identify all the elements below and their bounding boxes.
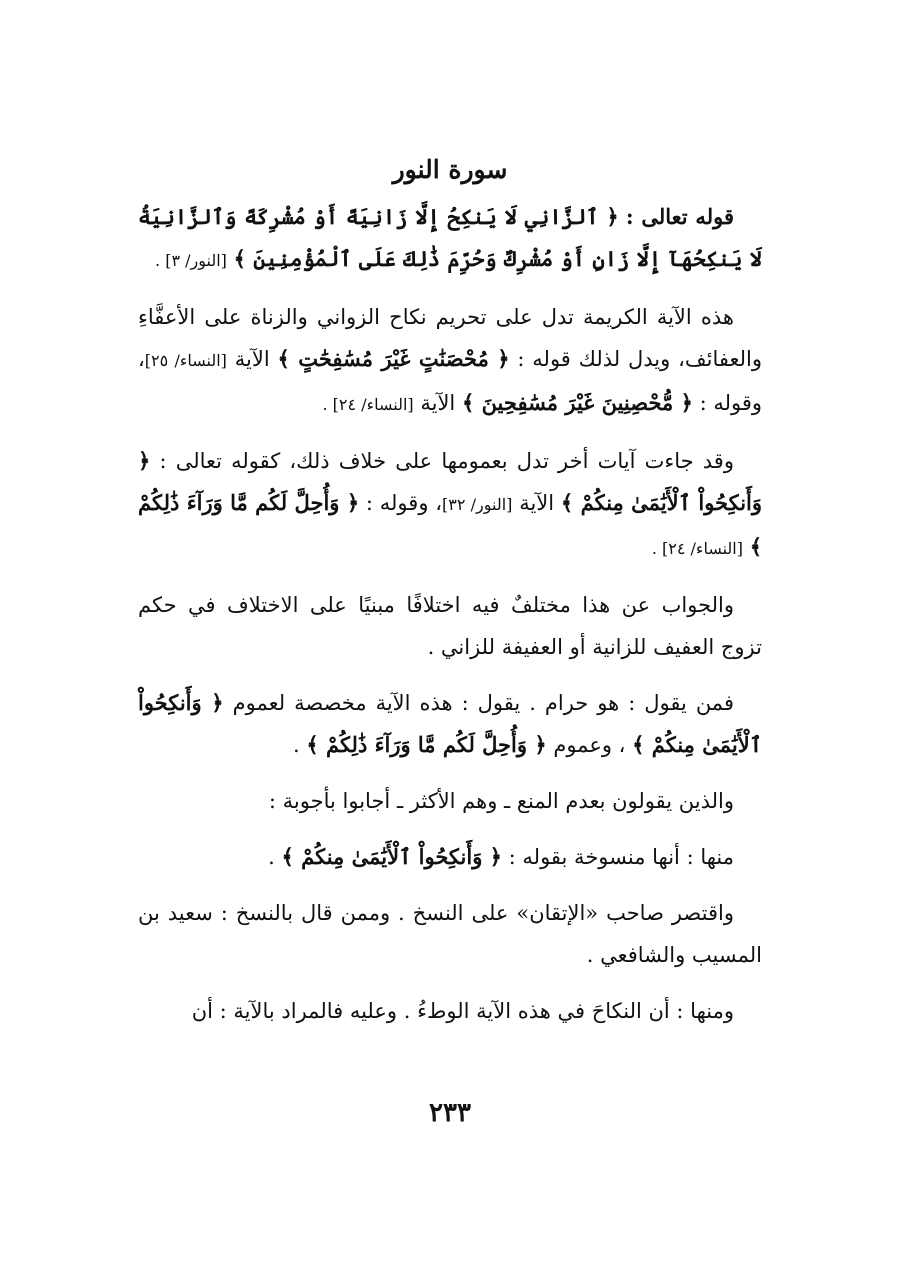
paragraph-majority-view: والذين يقولون بعدم المنع ـ وهم الأكثر ـ أجابوا بأجوبة : <box>268 789 734 813</box>
paragraph-itqan: واقتصر صاحب «الإتقان» على النسخ . وممن قال بالنسخ : سعيد بن المسيب والشافعي . <box>138 901 762 967</box>
quran-verse: ﴿ مُحْصَنَٰتٍ غَيْرَ مُسَٰفِحَٰتٍ ﴾ <box>277 346 510 371</box>
quran-verse: ﴿ وَأَنكِحُواْ ٱلْأَيَٰمَىٰ مِنكُمْ ﴾ <box>138 690 762 757</box>
paragraph-answer: والجواب عن هذا مختلفٌ فيه اختلافًا مبنيًا على الاختلاف في حكم تزوج العفيف للزانية أو العفيفة للزاني . <box>138 593 762 659</box>
text-segment: ، وعموم <box>553 733 626 757</box>
verse-reference: [النساء/ ٢٤] . <box>322 395 414 414</box>
paragraph-prohibition <box>138 296 762 426</box>
paragraph-other-verses <box>138 440 762 570</box>
text-segment: ، وقوله : <box>365 491 443 515</box>
quran-verse: ﴿ مُّحْصِنِينَ غَيْرَ مُسَٰفِحِينَ ﴾ <box>461 390 693 415</box>
text-segment: الآية <box>519 491 555 515</box>
text-segment: الآية <box>234 347 270 371</box>
verse-reference: [النور/ ٣] . <box>155 251 227 270</box>
text-segment: . <box>268 845 275 869</box>
verse-reference: [النساء/ ٢٤] . <box>651 539 743 558</box>
page-body <box>138 150 762 1046</box>
lead-text: قوله تعالى : <box>625 204 734 229</box>
surah-title: سورة النور <box>392 155 508 184</box>
text-segment: . <box>292 733 300 757</box>
paragraph-verse-intro <box>138 196 762 282</box>
quran-verse: ﴿ ٱلزَّانِي لَا يَنكِحُ إِلَّا زَانِيَةً أَوْ مُشْرِكَةً وَٱلزَّانِيَةُ لَا يَنكِحُهَآ إِلَّا زَانٍ أَوْ مُشْرِكٌ وَحُرِّمَ ذَٰلِكَ عَلَى ٱلْمُؤْمِنِينَ ﴾ <box>138 204 762 271</box>
verse-reference: [النور/ ٣٢] <box>442 495 513 514</box>
quran-verse: ﴿ وَأَنكِحُواْ ٱلْأَيَٰمَىٰ مِنكُمْ ﴾ <box>281 844 502 869</box>
verse-reference: [النساء/ ٢٥] <box>144 351 227 370</box>
text-segment: فمن يقول : هو حرام . يقول : هذه الآية مخصصة لعموم <box>232 691 734 715</box>
text-segment: الآية <box>420 391 456 415</box>
quran-verse: ﴿ وَأُحِلَّ لَكُم مَّا وَرَآءَ ذَٰلِكُمْ ﴾ <box>306 732 547 757</box>
text-segment: ، وقوله : <box>138 347 762 415</box>
paragraph-forbidden-view <box>138 682 762 766</box>
paragraph-abrogation <box>138 836 762 878</box>
text-segment: منها : أنها منسوخة بقوله : <box>508 845 734 869</box>
page-number: ٢٣٣ <box>429 1098 471 1128</box>
quran-verse: ﴿ وَأَنكِحُواْ ٱلْأَيَٰمَىٰ مِنكُمْ ﴾ <box>138 448 763 515</box>
quran-verse: ﴿ وَأُحِلَّ لَكُم مَّا وَرَآءَ ذَٰلِكُمْ ﴾ <box>138 490 762 559</box>
text-segment: هذه الآية الكريمة تدل على تحريم نكاح الزواني والزناة على الأعفَّاءِ والعفائف، ويدل لذلك قوله : <box>138 305 762 371</box>
text-segment: وقد جاءت آيات أخر تدل بعمومها على خلاف ذلك، كقوله تعالى : <box>159 449 734 473</box>
paragraph-nikah-meaning: ومنها : أن النكاحَ في هذه الآية الوطءُ . وعليه فالمراد بالآية : أن <box>191 999 734 1023</box>
